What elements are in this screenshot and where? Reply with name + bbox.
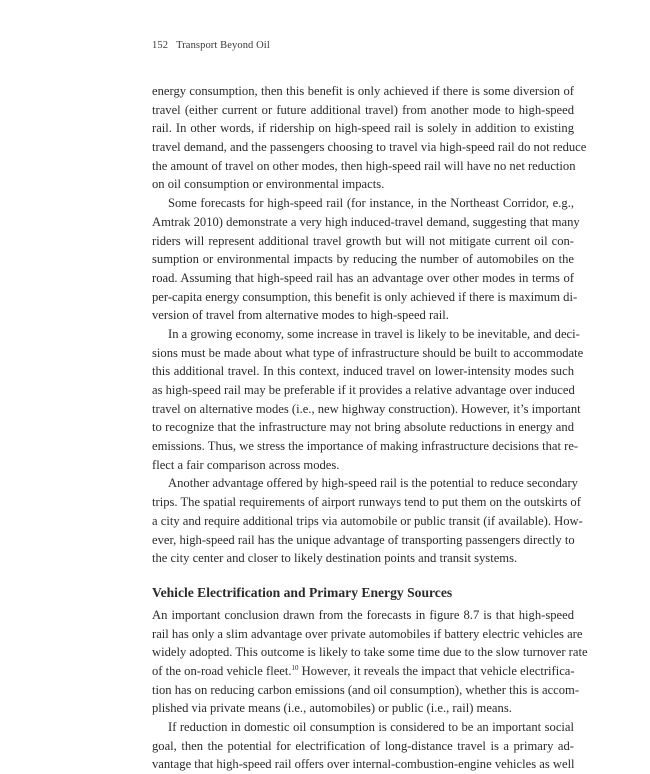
text-line: widely adopted. This outcome is likely to take some time due to the slow turnover rate xyxy=(152,645,588,660)
text-line: the amount of travel on other modes, then high-speed rail will have no net reduction xyxy=(152,158,576,173)
text-line: energy consumption, then this benefit is only achieved if there is some diversion of xyxy=(152,84,574,98)
text-line: a city and require additional trips via automobile or public transit (if available). How- xyxy=(152,513,583,528)
text-line: In a growing economy, some increase in travel is likely to be inevitable, and deci- xyxy=(168,326,580,341)
running-title: Transport Beyond Oil xyxy=(176,40,270,51)
text-line: the city center and closer to likely destination points and transit systems. xyxy=(152,551,518,566)
text-line: ever, high-speed rail has the unique advantage of transporting passengers directly to xyxy=(152,532,575,547)
text-line: as high-speed rail may be preferable if it provides a relative advantage over induced xyxy=(152,383,575,397)
text-line: this additional travel. In this context, induced travel on lower-intensity modes such xyxy=(152,364,574,379)
text-line: rail. In other words, if ridership on high-speed rail is solely in addition to existing xyxy=(152,121,574,136)
text-line-with-footnote xyxy=(152,662,574,681)
text-line: riders will represent additional travel growth but will not mitigate current oil con- xyxy=(152,233,574,248)
text-line: plished via private means (i.e., automobiles) or public (i.e., rail) means. xyxy=(152,701,512,716)
paragraph xyxy=(152,474,583,567)
paragraph xyxy=(152,82,587,194)
text-line: flect a fair comparison across modes. xyxy=(152,457,340,472)
text-line: per-capita energy consumption, this benefit is only achieved if there is maximum di- xyxy=(152,289,578,304)
text-segment: However, it reveals the impact that vehicle electrifica- xyxy=(298,663,575,678)
text-line: An important conclusion drawn from the forecasts in figure 8.7 is that high-speed xyxy=(152,607,574,622)
text-line: road. Assuming that high-speed rail has an advantage over other modes in terms of xyxy=(152,270,574,285)
text-line: travel on alternative modes (i.e., new highway construction). However, it’s important xyxy=(152,401,581,416)
text-line: travel (either current or future additional travel) from another mode to high-speed xyxy=(152,102,574,117)
text-line: version of travel from alternative modes to high-speed rail. xyxy=(152,308,449,323)
text-line: Amtrak 2010) demonstrate a very high induced-travel demand, suggesting that many xyxy=(152,214,580,229)
page-number: 152 xyxy=(152,40,169,51)
text-line: emissions. Thus, we stress the importance of making infrastructure decisions that re- xyxy=(152,439,579,454)
text-line: tion has on reducing carbon emissions (and oil consumption), whether this is accom- xyxy=(152,682,580,697)
paragraph xyxy=(152,194,580,325)
text-segment: of the on-road vehicle fleet. xyxy=(152,663,292,678)
text-line: trips. The spatial requirements of airport runways tend to put them on the outskirts of xyxy=(152,495,581,510)
text-line: goal, then the potential for electrification of long-distance travel is a primary ad- xyxy=(152,738,574,753)
text-line: sions must be made about what type of infrastructure should be built to accommodate xyxy=(152,345,584,360)
footnote-marker[interactable]: 10 xyxy=(291,663,299,672)
text-line: rail has only a slim advantage over private automobiles if battery electric vehicles are xyxy=(152,626,583,641)
text-line: to recognize that the infrastructure may not bring absolute reductions in energy and xyxy=(152,420,574,435)
paragraph xyxy=(152,325,584,475)
section-heading: Vehicle Electrification and Primary Energy Sources xyxy=(152,584,453,600)
text-line: travel demand, and the passengers choosing to travel via high-speed rail do not reduce xyxy=(152,140,587,155)
body-text xyxy=(152,82,588,774)
running-head xyxy=(152,40,270,51)
text-line: If reduction in domestic oil consumption is considered to be an important social xyxy=(168,720,574,734)
text-line: Some forecasts for high-speed rail (for instance, in the Northeast Corridor, e.g., xyxy=(168,196,574,211)
paragraph xyxy=(152,606,588,718)
text-line: Another advantage offered by high-speed rail is the potential to reduce secondary xyxy=(168,476,578,491)
text-line: on oil consumption or environmental impacts. xyxy=(152,177,385,192)
text-line: sumption or environmental impacts by reducing the number of automobiles on the xyxy=(152,252,574,267)
paragraph xyxy=(152,718,574,774)
text-line: vantage that high-speed rail offers over internal-combustion-engine vehicles as well xyxy=(152,757,575,772)
